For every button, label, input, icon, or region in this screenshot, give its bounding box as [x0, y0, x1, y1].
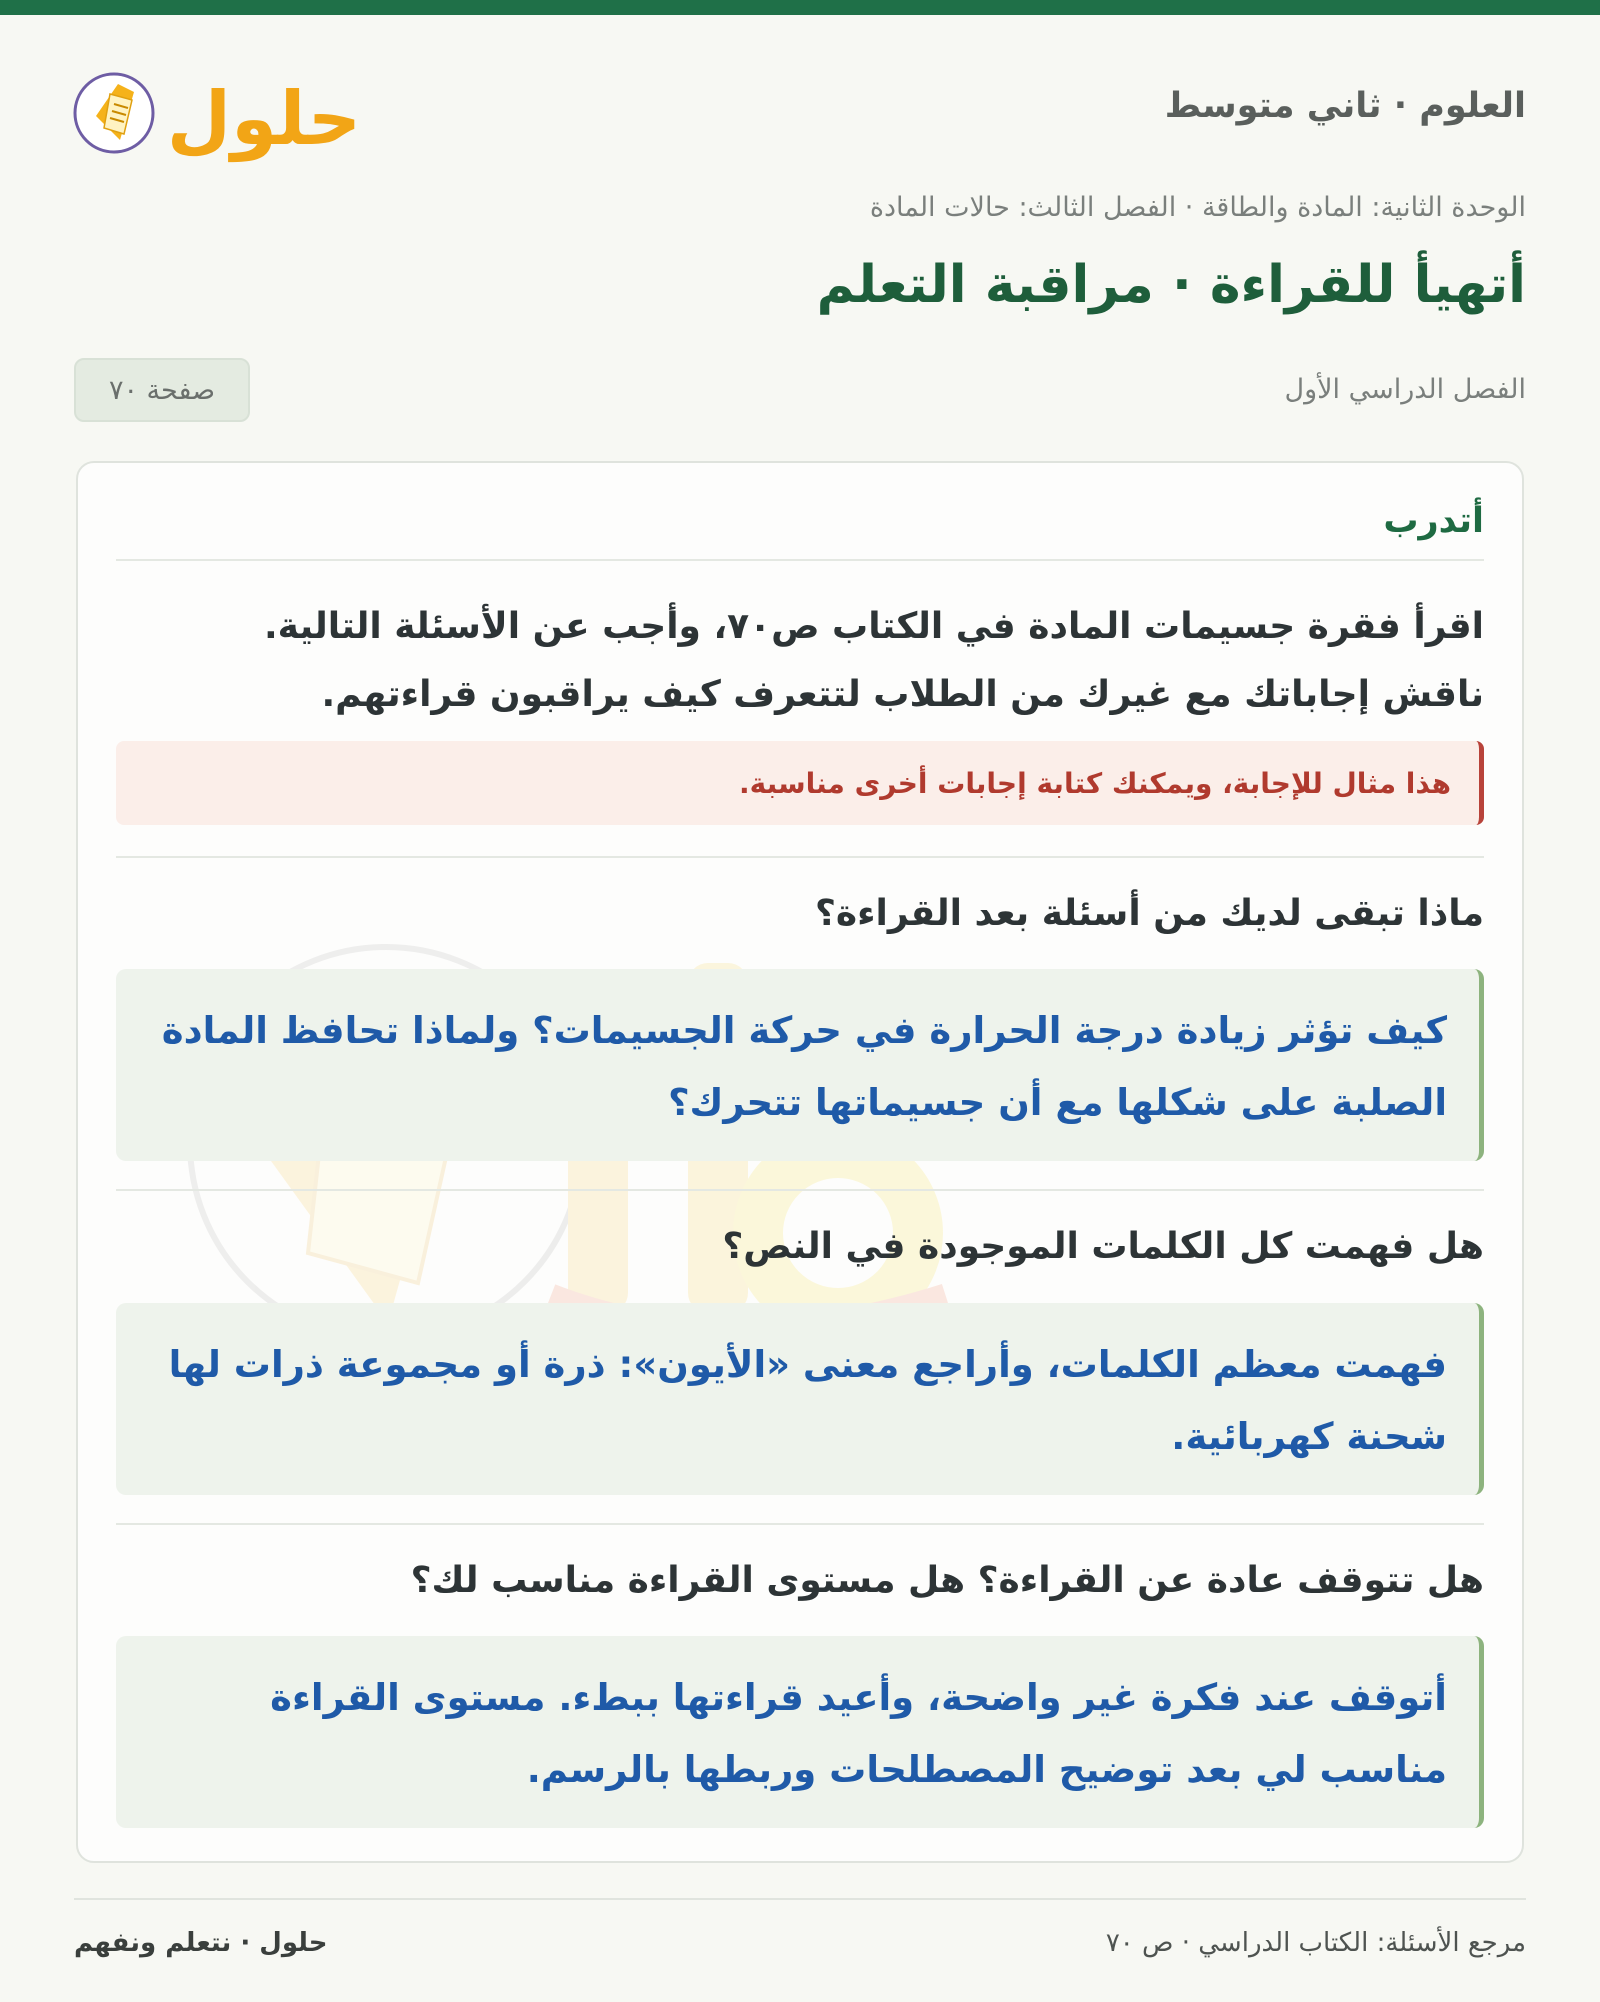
top-accent-bar [0, 0, 1600, 15]
semester-label: الفصل الدراسي الأول [1284, 374, 1526, 405]
subject-label: العلوم · ثاني متوسط [1164, 86, 1526, 126]
answer-3: أتوقف عند فكرة غير واضحة، وأعيد قراءتها ببطء. مستوى القراءة مناسب لي بعد توضيح المصطلحات وربطها بالرسم. [116, 1636, 1484, 1828]
divider [116, 559, 1484, 561]
unit-breadcrumb: الوحدة الثانية: المادة والطاقة · الفصل الثالث: حالات المادة [869, 192, 1526, 223]
hulul-logo-icon [74, 48, 362, 168]
question-3: هل تتوقف عادة عن القراءة؟ هل مستوى القراءة مناسب لك؟ [410, 1560, 1484, 1601]
logo-text: حلول [166, 76, 362, 162]
answer-2: فهمت معظم الكلمات، وأراجع معنى «الأيون»: ذرة أو مجموعة ذرات لها شحنة كهربائية. [116, 1303, 1484, 1495]
divider [116, 1523, 1484, 1525]
instructions-line-1: اقرأ فقرة جسيمات المادة في الكتاب ص٧٠، وأجب عن الأسئلة التالية. [263, 606, 1484, 647]
answer-1: كيف تؤثر زيادة درجة الحرارة في حركة الجسيمات؟ ولماذا تحافظ المادة الصلبة على شكلها مع أن جسيماتها تتحرك؟ [116, 969, 1484, 1161]
question-1: ماذا تبقى لديك من أسئلة بعد القراءة؟ [814, 893, 1484, 934]
question-2: هل فهمت كل الكلمات الموجودة في النص؟ [722, 1226, 1484, 1267]
divider [116, 1189, 1484, 1191]
page-number-badge: صفحة ٧٠ [74, 358, 250, 422]
divider [116, 856, 1484, 858]
header [74, 48, 1526, 168]
exercise-card [76, 461, 1524, 1863]
instructions [116, 593, 1484, 729]
section-title: أتدرب [1383, 501, 1484, 541]
footer-brand: حلول · نتعلم ونفهم [74, 1928, 328, 1958]
page-title: أتهيأ للقراءة · مراقبة التعلم [816, 255, 1526, 315]
footer-divider [74, 1898, 1526, 1900]
instructions-line-2: ناقش إجاباتك مع غيرك من الطلاب لتتعرف كيف يراقبون قراءتهم. [321, 674, 1484, 715]
example-note: هذا مثال للإجابة، ويمكنك كتابة إجابات أخرى مناسبة. [116, 741, 1484, 825]
footer-reference: مرجع الأسئلة: الكتاب الدراسي · ص ٧٠ [1105, 1928, 1526, 1958]
